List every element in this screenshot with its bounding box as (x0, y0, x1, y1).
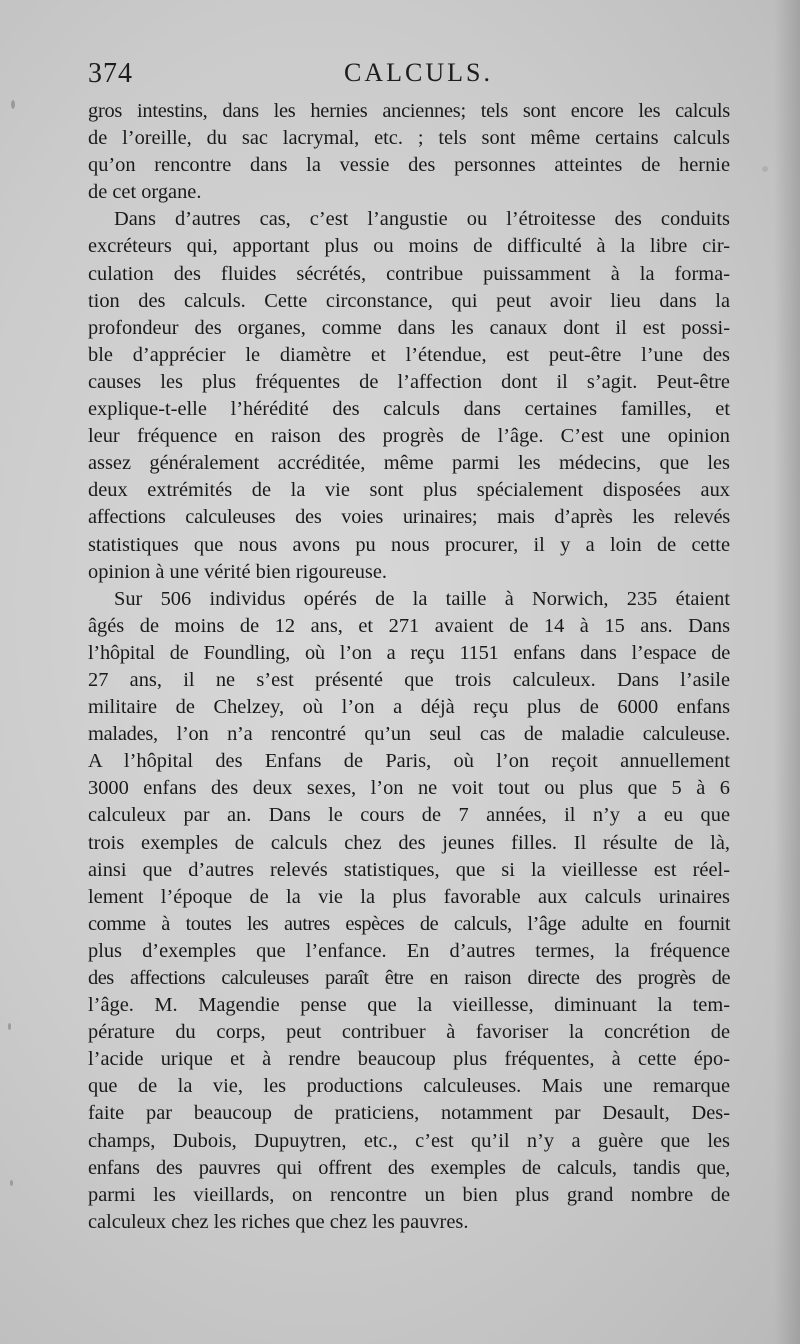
text-line: malades, l’on n’a rencontré qu’un seul cas de maladie calculeuse. (88, 723, 730, 746)
text-line: Sur 506 individus opérés de la taille à Norwich, 235 étaient (114, 587, 730, 610)
page-edge-shadow (774, 0, 800, 1344)
text-line: pérature du corps, peut contribuer à favoriser la concrétion de (88, 1021, 730, 1044)
text-line: trois exemples de calculs chez des jeunes filles. Il résulte de là, (88, 831, 730, 854)
text-line: ble d’apprécier le diamètre et l’étendue, est peut-être l’une des (88, 343, 730, 366)
page-number: 374 (88, 58, 133, 89)
text-line: statistiques que nous avons pu nous procurer, il y a loin de cette (88, 533, 730, 556)
text-line: ainsi que d’autres relevés statistiques, que si la vieillesse est réel- (88, 858, 730, 881)
text-line: explique-t-elle l’hérédité des calculs dans certaines familles, et (88, 398, 730, 421)
text-line: enfans des pauvres qui offrent des exemples de calculs, tandis que, (88, 1156, 730, 1179)
text-line: comme à toutes les autres espèces de calculs, l’âge adulte en fournit (88, 912, 730, 935)
page-header (88, 58, 730, 92)
text-line: affections calculeuses des voies urinaires; mais d’après les relevés (88, 506, 730, 529)
text-line: que de la vie, les productions calculeuses. Mais une remarque (88, 1075, 730, 1098)
text-line: calculeux chez les riches que chez les pauvres. (88, 1210, 469, 1233)
running-title: CALCULS. (344, 58, 493, 87)
text-line: l’âge. M. Magendie pense que la vieillesse, diminuant la tem- (88, 994, 730, 1017)
text-line: des affections calculeuses paraît être en raison directe des progrès de (88, 967, 730, 989)
text-line: 27 ans, il ne s’est présenté que trois calculeux. Dans l’asile (88, 668, 730, 691)
paper-speck (762, 166, 768, 172)
body-text (88, 98, 730, 1236)
text-line: 3000 enfans des deux sexes, l’on ne voit tout ou plus que 5 à 6 (88, 777, 730, 800)
text-line: Dans d’autres cas, c’est l’angustie ou l’étroitesse des conduits (114, 208, 730, 231)
text-line: qu’on rencontre dans la vessie des personnes atteintes de hernie (88, 154, 730, 177)
text-line: excréteurs qui, apportant plus ou moins de difficulté à la libre cir- (88, 235, 730, 258)
text-line: assez généralement accréditée, même parmi les médecins, que les (88, 452, 730, 475)
text-line: A l’hôpital des Enfans de Paris, où l’on reçoit annuellement (88, 750, 730, 773)
text-line: deux extrémités de la vie sont plus spécialement disposées aux (88, 479, 730, 502)
text-line: de l’oreille, du sac lacrymal, etc. ; tels sont même certains calculs (88, 127, 730, 150)
text-line: tion des calculs. Cette circonstance, qui peut avoir lieu dans la (88, 289, 730, 312)
text-line: de cet organe. (88, 181, 202, 204)
text-line: opinion à une vérité bien rigoureuse. (88, 560, 387, 583)
text-line: profondeur des organes, comme dans les canaux dont il est possi- (88, 316, 730, 339)
text-line: faite par beaucoup de praticiens, notamment par Desault, Des- (88, 1102, 730, 1125)
text-line: âgés de moins de 12 ans, et 271 avaient de 14 à 15 ans. Dans (88, 614, 730, 637)
paper-speck (8, 1023, 11, 1030)
text-line: champs, Dubois, Dupuytren, etc., c’est qu’il n’y a guère que les (88, 1129, 730, 1152)
text-line: leur fréquence en raison des progrès de l’âge. C’est une opinion (88, 425, 730, 448)
text-line: parmi les vieillards, on rencontre un bien plus grand nombre de (88, 1183, 730, 1206)
text-line: l’hôpital de Foundling, où l’on a reçu 1151 enfans dans l’espace de (88, 641, 730, 664)
text-line: l’acide urique et à rendre beaucoup plus fréquentes, à cette épo- (88, 1048, 730, 1071)
text-line: calculeux par an. Dans le cours de 7 années, il n’y a eu que (88, 804, 730, 827)
text-line: causes les plus fréquentes de l’affection dont il s’agit. Peut-être (88, 370, 730, 393)
text-line: culation des fluides sécrétés, contribue puissamment à la forma- (88, 262, 730, 285)
text-line: gros intestins, dans les hernies anciennes; tels sont encore les calculs (88, 100, 730, 122)
text-line: militaire de Chelzey, où l’on a déjà reçu plus de 6000 enfans (88, 696, 730, 719)
paper-speck (11, 100, 15, 109)
paper-speck (10, 1180, 13, 1186)
text-line: lement l’époque de la vie la plus favorable aux calculs urinaires (88, 885, 730, 908)
text-line: plus d’exemples que l’enfance. En d’autres termes, la fréquence (88, 939, 730, 962)
